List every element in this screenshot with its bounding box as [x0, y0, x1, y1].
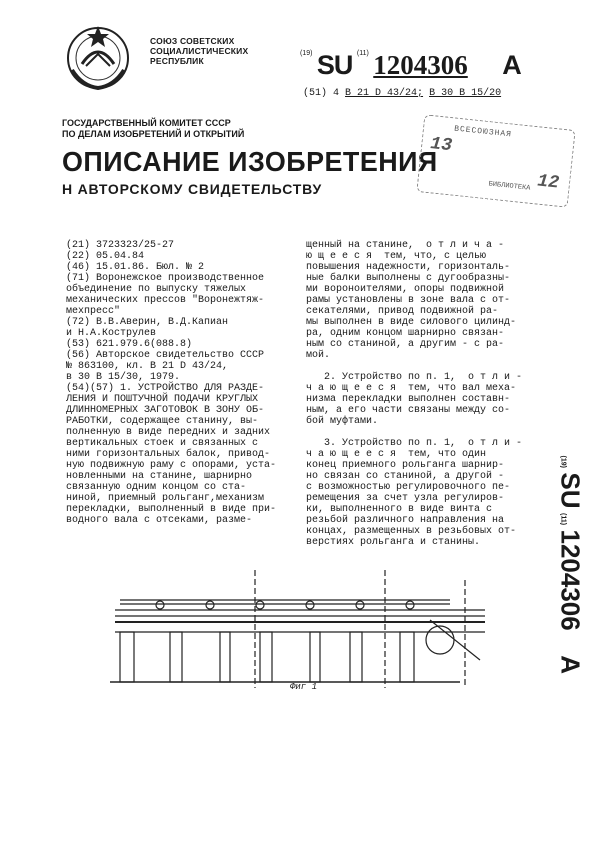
text-line: (46) 15.01.86. Бюл. № 2 — [66, 262, 205, 273]
text-line: (56) Авторское свидетельство СССР — [66, 350, 265, 361]
code-11: (11) — [356, 50, 369, 57]
text-line: но связан со станиной, а другой - — [306, 471, 505, 482]
text-line: резьбой различного направления на — [306, 515, 505, 526]
text-line: вертикальных стоек и связанных с — [66, 438, 259, 449]
stamp-line: БИБЛИОТЕКА — [488, 180, 531, 193]
text-line — [306, 427, 522, 438]
ipc-classification — [303, 88, 501, 99]
text-line: связанную одним концом со ста- — [66, 482, 247, 493]
publication-number — [300, 50, 522, 81]
text-line: водного вала с отсеками, разме- — [66, 515, 253, 526]
text-line: 2. Устройство по п. 1, о т л и - — [306, 372, 523, 383]
text-line: ра, одним концом шарнирно связан- — [306, 328, 505, 339]
document-subtitle: Н АВТОРСКОМУ СВИДЕТЕЛЬСТВУ — [62, 181, 322, 197]
text-line: ную подвижную раму с опорами, уста- — [66, 460, 277, 471]
side-country: SU — [555, 472, 586, 509]
org-line: СОЦИАЛИСТИЧЕСКИХ — [150, 46, 249, 56]
text-line: (54)(57) 1. УСТРОЙСТВО ДЛЯ РАЗДЕ- — [66, 383, 265, 394]
committee-name — [62, 118, 244, 140]
ipc-prefix: (51) 4 — [303, 88, 340, 99]
org-line: РЕСПУБЛИК — [150, 56, 204, 66]
document-title: ОПИСАНИЕ ИЗОБРЕТЕНИЯ — [62, 146, 438, 177]
code-19: (19) — [300, 50, 313, 57]
text-line: ремещения за счет узла регулиров- — [306, 493, 505, 504]
text-line: мы выполнен в виде силового цилинд- — [306, 317, 517, 328]
text-line: мехпресс" — [66, 306, 121, 317]
text-line: бой муфтами. — [306, 416, 379, 427]
side-number: 1204306 — [555, 529, 586, 631]
text-line: мой. — [306, 350, 331, 361]
text-line: РАБОТКИ, содержащее станину, вы- — [66, 416, 259, 427]
text-line: и Н.А.Кострулев — [66, 328, 157, 339]
side-code-11: (11) — [559, 512, 567, 526]
text-line: (22) 05.04.84 — [66, 251, 145, 262]
committee-line: ПО ДЕЛАМ ИЗОБРЕТЕНИЙ И ОТКРЫТИЙ — [62, 129, 245, 139]
patent-number: 1204306 — [373, 50, 468, 80]
org-line: СОЮЗ СОВЕТСКИХ — [150, 36, 235, 46]
ipc-second: В 30 В 15/20 — [429, 88, 502, 99]
text-line: концах, размещенных в резьбовых от- — [306, 526, 517, 537]
text-line: новленными на станине, шарнирно — [66, 471, 253, 482]
text-line: щенный на станине, о т л и ч а - — [306, 240, 505, 251]
text-line: механических прессов "Воронежтяж- — [66, 295, 265, 306]
stamp-number: 12 — [536, 171, 561, 194]
text-line: с возможностью регулировочного пе- — [306, 482, 511, 493]
text-line: ДЛИННОМЕРНЫХ ЗАГОТОВОК В ЗОНУ ОБ- — [66, 405, 265, 416]
text-line: (71) Воронежское производственное — [66, 273, 265, 284]
text-line: низма перекладки выполнен составн- — [306, 394, 511, 405]
text-line: ки, выполненного в виде винта с — [306, 504, 493, 515]
text-line: верстиях рольганга и станины. — [306, 537, 481, 548]
library-stamp — [416, 114, 575, 207]
text-line: ними горизонтальных балок, привод- — [66, 449, 271, 460]
text-line: ЛЕНИЯ И ПОШТУЧНОЙ ПОДАЧИ КРУГЛЫХ — [66, 394, 259, 405]
text-line: ч а ю щ е е с я тем, что один — [306, 449, 487, 460]
text-line: полненную в виде передних и задних — [66, 427, 271, 438]
figure-drawing — [100, 560, 500, 690]
claims-column — [306, 240, 522, 548]
text-line: объединение по выпуску тяжелых — [66, 284, 247, 295]
text-line: ю щ е е с я тем, что, с целью — [306, 251, 487, 262]
ussr-org-name — [150, 36, 248, 66]
text-line: ным, а его части связаны между со- — [306, 405, 511, 416]
text-line: (72) В.В.Аверин, В.Д.Капиан — [66, 317, 229, 328]
side-code-19: (19) — [559, 455, 567, 468]
country-code: SU — [316, 50, 353, 80]
text-line: перекладки, выполненный в виде при- — [66, 504, 277, 515]
text-line: ми вороноителями, опоры подвижной — [306, 284, 505, 295]
ipc-main: В 21 D 43/24; — [345, 88, 424, 99]
side-kind: A — [555, 655, 586, 674]
text-line: ч а ю щ е е с я тем, что вал меха- — [306, 383, 517, 394]
text-line: ным со станиной, а другим - с ра- — [306, 339, 505, 350]
committee-line: ГОСУДАРСТВЕННЫЙ КОМИТЕТ СССР — [62, 118, 231, 128]
stamp-line: ВСЕСОЮЗНАЯ — [453, 124, 513, 140]
text-line: ниной, приемный рольганг,механизм — [66, 493, 265, 504]
text-line — [306, 361, 522, 372]
text-line: повышения надежности, горизонталь- — [306, 262, 511, 273]
figure-caption: Фиг 1 — [290, 682, 318, 692]
kind-code: A — [502, 50, 522, 80]
stamp-number: 13 — [429, 134, 453, 157]
text-line: в 30 В 15/30, 1979. — [66, 372, 181, 383]
ussr-emblem-icon — [62, 20, 134, 92]
side-patent-number — [530, 455, 586, 674]
text-line: секателями, привод подвижной ра- — [306, 306, 499, 317]
text-line: ные балки выполнены с дугообразны- — [306, 273, 511, 284]
text-line: 3. Устройство по п. 1, о т л и - — [306, 438, 523, 449]
text-line: (21) 3723323/25-27 — [66, 240, 175, 251]
text-line: рамы установлены в зоне вала с от- — [306, 295, 511, 306]
text-line: № 863100, кл. В 21 D 43/24, — [66, 361, 229, 372]
bibliographic-column — [66, 240, 276, 526]
text-line: (53) 621.979.6(088.8) — [66, 339, 193, 350]
text-line: конец приемного рольганга шарнир- — [306, 460, 505, 471]
